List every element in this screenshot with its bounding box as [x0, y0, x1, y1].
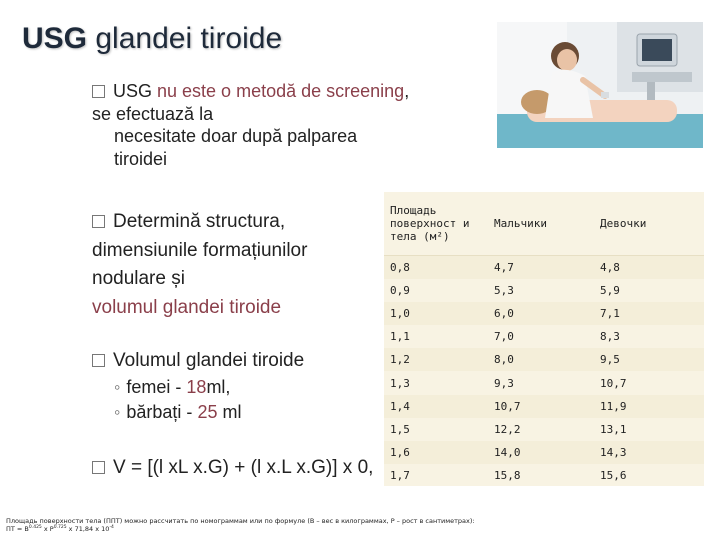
formula-part-a: ПТ = В [6, 525, 29, 534]
cell-girls: 8,3 [600, 330, 620, 344]
female-prefix: femei - [126, 376, 187, 397]
bullet2-line2: dimensiunile formațiunilor [92, 239, 308, 261]
header-boys: Мальчики [494, 217, 547, 230]
bullet-volume [92, 348, 392, 425]
table-row [384, 464, 704, 487]
cell-girls: 13,1 [600, 422, 627, 436]
cell-girls: 4,8 [600, 261, 620, 275]
bullet2-line3: nodulare și [92, 268, 185, 289]
volume-female [114, 375, 392, 400]
cell-boys: 9,3 [494, 376, 514, 390]
cell-girls: 10,7 [600, 376, 627, 390]
cell-surface: 0,8 [390, 261, 410, 275]
cell-girls: 9,5 [600, 353, 620, 367]
slide-title [22, 22, 282, 56]
table-row [384, 279, 704, 302]
table-body [384, 256, 704, 487]
bullet2-line1: Determină structura, [113, 211, 286, 232]
bullet-square-icon [92, 354, 105, 367]
cell-boys: 7,0 [494, 330, 514, 344]
cell-girls: 14,3 [600, 445, 627, 459]
cell-surface: 1,0 [390, 307, 410, 321]
formula-exp-2: 0.725 [53, 525, 67, 531]
cell-surface: 1,1 [390, 330, 410, 344]
sub-bullet-circle-icon: ◦ [114, 401, 121, 422]
cell-boys: 14,0 [494, 445, 521, 459]
title-bold: USG [22, 22, 88, 55]
cell-surface: 1,6 [390, 445, 410, 459]
cell-girls: 5,9 [600, 284, 620, 298]
cell-surface: 1,3 [390, 376, 410, 390]
cell-surface: 1,5 [390, 422, 410, 436]
header-body-surface: Площадь поверхност и тела (м²) [390, 204, 470, 243]
bullet-square-icon [92, 215, 105, 228]
table-row [384, 418, 704, 441]
bullet-screening [92, 80, 412, 170]
cell-surface: 1,2 [390, 353, 410, 367]
bullet-structure [92, 208, 392, 322]
female-value: 18 [186, 376, 207, 397]
cell-girls: 15,6 [600, 468, 627, 482]
bullet-square-icon [92, 461, 105, 474]
bullet1-line1-end: , se efectuază la [92, 81, 410, 124]
table-row [384, 325, 704, 348]
bullet1-line2: necesitate doar după palparea [114, 126, 358, 146]
volume-male [114, 400, 392, 425]
table-row [384, 302, 704, 325]
bullet3-text: Volumul glandei tiroide [113, 350, 305, 371]
male-unit: ml [217, 401, 242, 422]
male-value: 25 [197, 401, 218, 422]
bullet-formula [92, 456, 373, 480]
bullet1-highlight: nu este o metodă de screening [157, 81, 405, 101]
cell-boys: 8,0 [494, 353, 514, 367]
cell-boys: 15,8 [494, 468, 521, 482]
cell-boys: 5,3 [494, 284, 514, 298]
cell-surface: 1,7 [390, 468, 410, 482]
formula-exp-1: 0.425 [28, 525, 42, 531]
male-prefix: bărbați - [126, 401, 198, 422]
footer-line1: Площадь поверхности тела (ППТ) можно рассчитать по номограммам или по формуле (В – вес в килограммах, Р – рост в сантиметрах): [6, 517, 475, 525]
ultrasound-photo [497, 22, 703, 148]
female-unit: ml, [206, 376, 231, 397]
cell-girls: 11,9 [600, 399, 627, 413]
footer-line2 [6, 525, 720, 534]
bullet1-line3: tiroidei [114, 148, 168, 169]
cell-surface: 1,4 [390, 399, 410, 413]
cell-girls: 7,1 [600, 307, 620, 321]
table-row [384, 441, 704, 464]
formula-part-c: x 71,84 x 10 [66, 525, 110, 534]
table-row [384, 348, 704, 371]
sub-bullet-circle-icon: ◦ [114, 376, 121, 397]
table-header [384, 192, 704, 256]
header-girls: Девочки [600, 217, 647, 230]
title-rest: glandei tiroide [87, 22, 283, 55]
formula-exp-3: -4 [109, 525, 114, 531]
cell-boys: 4,7 [494, 261, 514, 275]
bullet1-prefix: USG [113, 81, 158, 101]
table-row [384, 371, 704, 394]
volume-table [384, 192, 704, 486]
ultrasound-photo-illustration [497, 22, 703, 148]
table-row [384, 395, 704, 418]
table-row [384, 256, 704, 279]
cell-boys: 10,7 [494, 399, 521, 413]
cell-boys: 6,0 [494, 307, 514, 321]
cell-surface: 0,9 [390, 284, 410, 298]
formula-part-b: x P [41, 525, 54, 534]
bullet2-highlight: volumul glandei tiroide [92, 296, 282, 318]
footer-note [0, 512, 720, 540]
cell-boys: 12,2 [494, 422, 521, 436]
bullet-square-icon [92, 85, 105, 98]
formula-text: V = [(l xL x.G) + (l x.L x.G)] x 0, [113, 457, 374, 478]
